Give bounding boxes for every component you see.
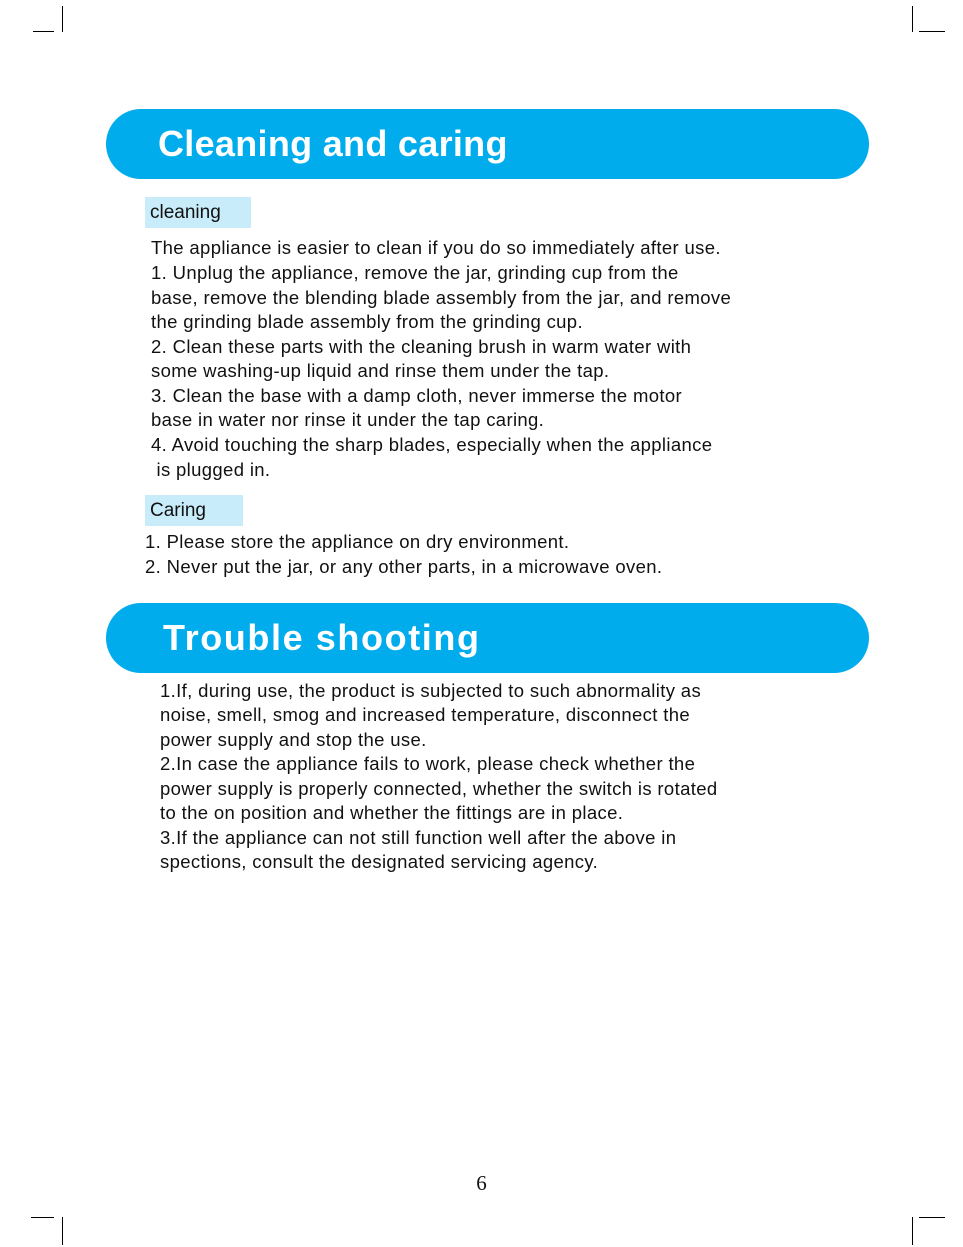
trouble-line: power supply and stop the use. <box>160 729 427 750</box>
crop-mark-top-left-h <box>33 31 54 32</box>
crop-mark-bottom-right-v <box>912 1217 913 1245</box>
cleaning-line: 2. Clean these parts with the cleaning brush in warm water with <box>151 336 692 357</box>
crop-mark-top-right-v <box>912 6 913 32</box>
crop-mark-bottom-left-h <box>31 1217 54 1218</box>
crop-mark-bottom-left-v <box>62 1217 63 1245</box>
cleaning-caring-banner <box>106 109 869 179</box>
trouble-line: noise, smell, smog and increased temperature, disconnect the <box>160 704 691 725</box>
section-title-cleaning-caring: Cleaning and caring <box>158 123 508 164</box>
cleaning-line: is plugged in. <box>151 459 271 480</box>
caring-label: Caring <box>145 495 243 526</box>
crop-mark-bottom-right-h <box>919 1217 945 1218</box>
cleaning-line: base in water nor rinse it under the tap caring. <box>151 409 545 430</box>
trouble-shooting-banner <box>106 603 869 673</box>
crop-mark-top-right-h <box>919 31 945 32</box>
cleaning-line: base, remove the blending blade assembly from the jar, and remove <box>151 287 732 308</box>
crop-mark-top-left-v <box>62 6 63 32</box>
trouble-line: 2.In case the appliance fails to work, please check whether the <box>160 753 696 774</box>
trouble-line: power supply is properly connected, whether the switch is rotated <box>160 778 718 799</box>
cleaning-line: The appliance is easier to clean if you do so immediately after use. <box>151 237 721 258</box>
cleaning-line: the grinding blade assembly from the grinding cup. <box>151 311 583 332</box>
page-number: 6 <box>476 1171 487 1195</box>
cleaning-line: 1. Unplug the appliance, remove the jar, grinding cup from the <box>151 262 679 283</box>
caring-line: 1. Please store the appliance on dry environment. <box>145 531 570 552</box>
trouble-line: spections, consult the designated servicing agency. <box>160 851 599 872</box>
trouble-line: 1.If, during use, the product is subjected to such abnormality as <box>160 680 702 701</box>
section-title-trouble-shooting: Trouble shooting <box>163 617 481 658</box>
caring-line: 2. Never put the jar, or any other parts, in a microwave oven. <box>145 556 663 577</box>
trouble-line: 3.If the appliance can not still function well after the above in <box>160 827 677 848</box>
cleaning-line: some washing-up liquid and rinse them under the tap. <box>151 360 610 381</box>
cleaning-line: 3. Clean the base with a damp cloth, never immerse the motor <box>151 385 683 406</box>
trouble-line: to the on position and whether the fittings are in place. <box>160 802 624 823</box>
cleaning-line: 4. Avoid touching the sharp blades, especially when the appliance <box>151 434 713 455</box>
cleaning-label: cleaning <box>145 197 251 228</box>
